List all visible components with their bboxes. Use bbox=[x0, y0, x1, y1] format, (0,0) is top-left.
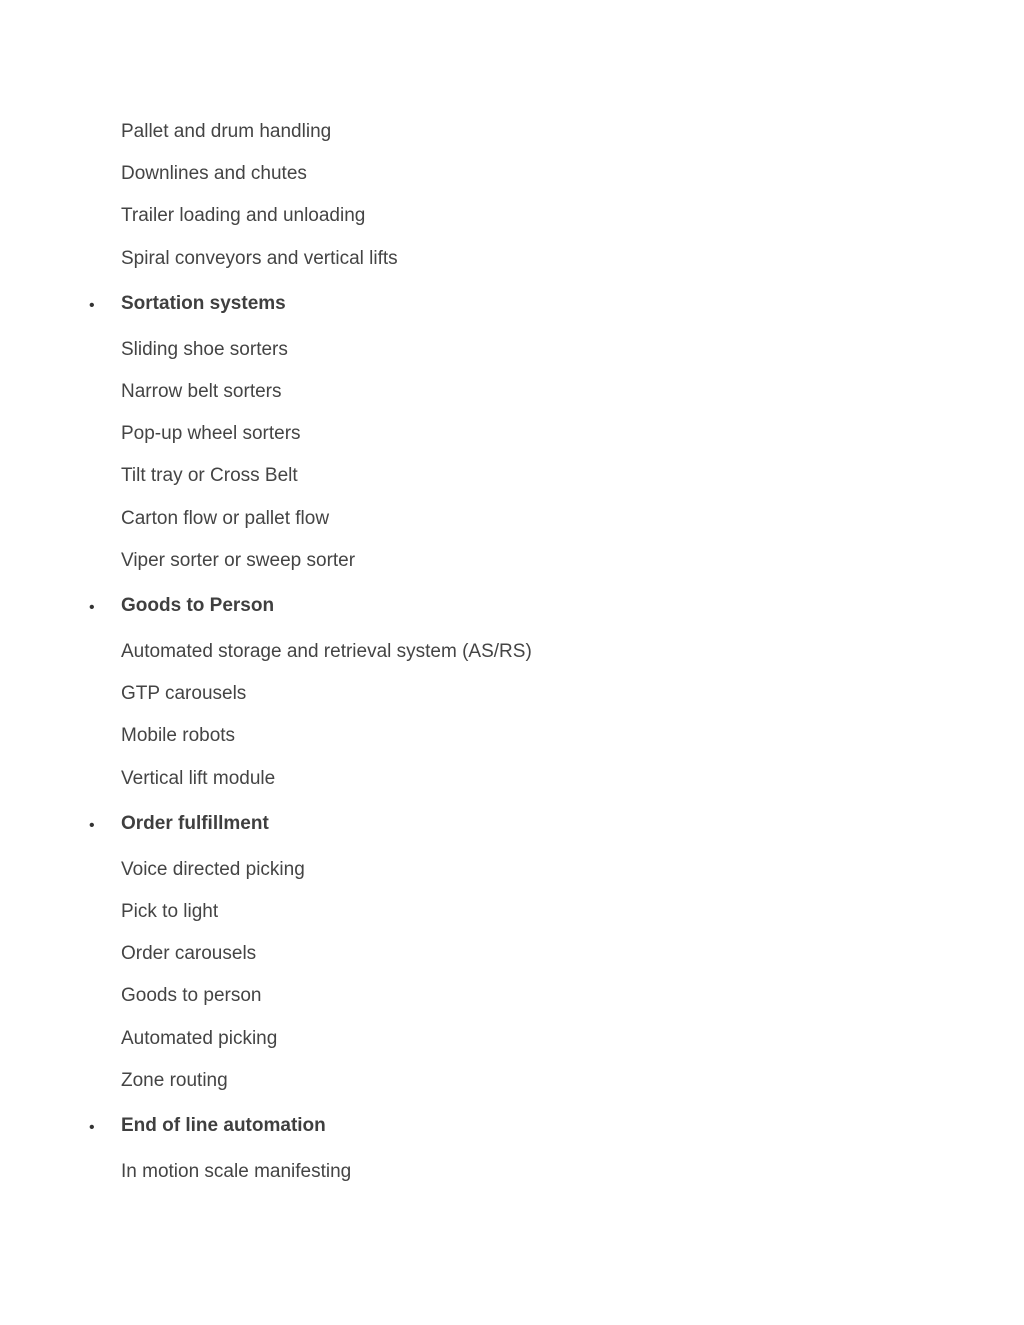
list-item: Tilt tray or Cross Belt bbox=[121, 465, 298, 486]
list-item: Pop-up wheel sorters bbox=[121, 423, 301, 444]
list-item: Voice directed picking bbox=[121, 859, 305, 880]
list-item: Trailer loading and unloading bbox=[121, 205, 366, 226]
section-heading: Goods to Person bbox=[121, 595, 275, 616]
list-item: Automated storage and retrieval system (AS/RS) bbox=[121, 641, 532, 662]
list-item: Pick to light bbox=[121, 901, 219, 922]
section-heading: End of line automation bbox=[121, 1115, 326, 1136]
list-item: In motion scale manifesting bbox=[121, 1161, 352, 1182]
list-item: Vertical lift module bbox=[121, 768, 276, 789]
list-item: Viper sorter or sweep sorter bbox=[121, 550, 356, 571]
list-item: GTP carousels bbox=[121, 683, 247, 704]
list-item: Sliding shoe sorters bbox=[121, 339, 288, 360]
list-item: Automated picking bbox=[121, 1028, 278, 1049]
list-item: Spiral conveyors and vertical lifts bbox=[121, 248, 398, 269]
bullet-icon: • bbox=[89, 817, 95, 834]
section-heading: Sortation systems bbox=[121, 293, 286, 314]
list-item: Mobile robots bbox=[121, 725, 236, 746]
list-item: Zone routing bbox=[121, 1070, 228, 1091]
bullet-icon: • bbox=[89, 599, 95, 616]
list-item: Downlines and chutes bbox=[121, 163, 307, 184]
list-item: Carton flow or pallet flow bbox=[121, 508, 330, 529]
list-item: Order carousels bbox=[121, 943, 257, 964]
list-item: Pallet and drum handling bbox=[121, 121, 332, 142]
section-heading: Order fulfillment bbox=[121, 813, 269, 834]
bullet-icon: • bbox=[89, 297, 95, 314]
list-item: Narrow belt sorters bbox=[121, 381, 282, 402]
list-item: Goods to person bbox=[121, 985, 262, 1006]
bullet-icon: • bbox=[89, 1119, 95, 1136]
